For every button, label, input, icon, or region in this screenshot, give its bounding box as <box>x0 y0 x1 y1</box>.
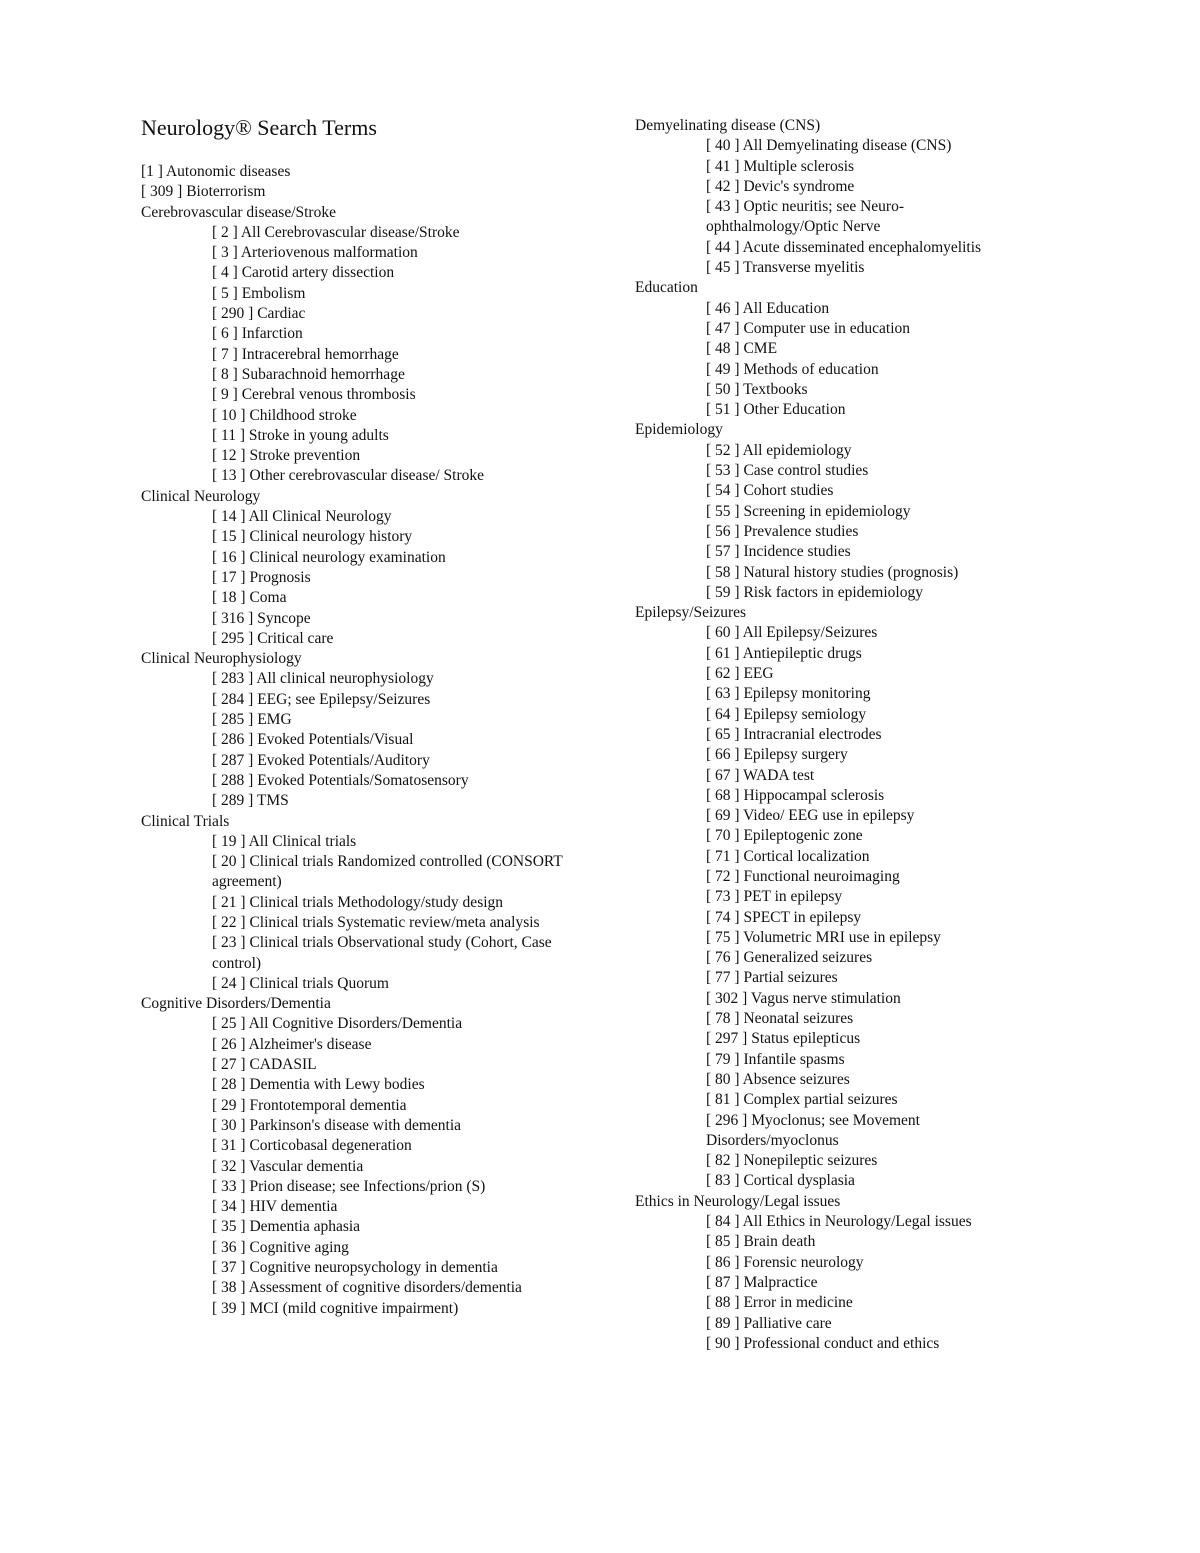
search-term-item: [ 10 ] Childhood stroke <box>212 406 357 424</box>
search-term-item: [ 66 ] Epilepsy surgery <box>706 746 848 764</box>
search-term-item: [ 30 ] Parkinson's disease with dementia <box>212 1116 462 1134</box>
search-term-item: [ 20 ] Clinical trials Randomized controlled (CONSORT agreement) <box>212 853 563 891</box>
search-term-item: [ 285 ] EMG <box>212 711 292 729</box>
search-term-item: [ 284 ] EEG; see Epilepsy/Seizures <box>212 690 431 708</box>
search-term-item: [ 297 ] Status epilepticus <box>706 1030 861 1048</box>
search-term-item: [ 76 ] Generalized seizures <box>706 949 873 967</box>
search-term-item: [ 70 ] Epileptogenic zone <box>706 827 863 845</box>
right-column <box>635 116 1065 1354</box>
search-term-item: [ 296 ] Myoclonus; see Movement Disorders/myoclonus <box>706 1111 920 1149</box>
search-term-item: [ 42 ] Devic's syndrome <box>706 177 855 195</box>
search-term-item: [1 ] Autonomic diseases <box>141 163 291 180</box>
search-term-item: [ 2 ] All Cerebrovascular disease/Stroke <box>212 223 460 241</box>
search-term-item: [ 19 ] All Clinical trials <box>212 832 357 850</box>
search-term-item: [ 69 ] Video/ EEG use in epilepsy <box>706 807 915 825</box>
search-term-item: [ 57 ] Incidence studies <box>706 543 851 561</box>
search-term-item: [ 45 ] Transverse myelitis <box>706 259 865 277</box>
search-term-item: [ 14 ] All Clinical Neurology <box>212 508 392 526</box>
search-term-item: [ 32 ] Vascular dementia <box>212 1157 364 1175</box>
search-term-item: [ 78 ] Neonatal seizures <box>706 1010 854 1028</box>
search-term-item: [ 288 ] Evoked Potentials/Somatosensory <box>212 771 469 789</box>
search-term-item: [ 59 ] Risk factors in epidemiology <box>706 583 923 601</box>
search-term-item: [ 295 ] Critical care <box>212 629 334 647</box>
search-term-item: [ 81 ] Complex partial seizures <box>706 1091 898 1109</box>
search-term-item: [ 40 ] All Demyelinating disease (CNS) <box>706 137 952 155</box>
search-term-item: [ 37 ] Cognitive neuropsychology in dementia <box>212 1259 498 1277</box>
search-term-item: [ 56 ] Prevalence studies <box>706 522 859 540</box>
search-term-item: [ 25 ] All Cognitive Disorders/Dementia <box>212 1015 463 1033</box>
search-term-item: [ 17 ] Prognosis <box>212 568 311 586</box>
search-term-item: [ 43 ] Optic neuritis; see Neuro-ophthalmology/Optic Nerve <box>706 198 904 236</box>
search-term-item: [ 52 ] All epidemiology <box>706 441 852 459</box>
search-term-item: [ 84 ] All Ethics in Neurology/Legal issues <box>706 1213 972 1231</box>
category-heading: Ethics in Neurology/Legal issues <box>635 1192 841 1210</box>
search-term-item: [ 83 ] Cortical dysplasia <box>706 1172 855 1190</box>
search-term-item: [ 12 ] Stroke prevention <box>212 447 361 465</box>
search-term-item: [ 31 ] Corticobasal degeneration <box>212 1137 412 1155</box>
search-term-item: [ 46 ] All Education <box>706 299 830 317</box>
search-term-item: [ 289 ] TMS <box>212 792 289 810</box>
search-term-item: [ 51 ] Other Education <box>706 401 846 419</box>
search-term-item: [ 67 ] WADA test <box>706 766 815 784</box>
category-heading: Demyelinating disease (CNS) <box>635 117 821 134</box>
search-term-item: [ 49 ] Methods of education <box>706 360 879 378</box>
search-term-item: [ 82 ] Nonepileptic seizures <box>706 1152 878 1170</box>
search-term-item: [ 23 ] Clinical trials Observational study (Cohort, Case control) <box>212 934 552 972</box>
search-term-item: [ 89 ] Palliative care <box>706 1314 832 1332</box>
category-heading: Cerebrovascular disease/Stroke <box>141 203 336 221</box>
search-term-item: [ 283 ] All clinical neurophysiology <box>212 670 434 688</box>
search-term-item: [ 33 ] Prion disease; see Infections/prion (S) <box>212 1177 486 1195</box>
search-term-item: [ 60 ] All Epilepsy/Seizures <box>706 624 878 642</box>
search-term-item: [ 79 ] Infantile spasms <box>706 1050 845 1068</box>
search-term-item: [ 44 ] Acute disseminated encephalomyelitis <box>706 238 982 256</box>
search-term-item: [ 309 ] Bioterrorism <box>141 183 266 201</box>
search-term-item: [ 3 ] Arteriovenous malformation <box>212 244 418 262</box>
search-term-item: [ 286 ] Evoked Potentials/Visual <box>212 731 414 749</box>
search-term-item: [ 16 ] Clinical neurology examination <box>212 548 446 566</box>
search-term-item: [ 22 ] Clinical trials Systematic review/meta analysis <box>212 913 540 931</box>
search-term-item: [ 28 ] Dementia with Lewy bodies <box>212 1076 425 1094</box>
search-term-item: [ 62 ] EEG <box>706 665 774 683</box>
search-term-item: [ 316 ] Syncope <box>212 609 311 627</box>
search-term-item: [ 77 ] Partial seizures <box>706 969 838 987</box>
search-term-item: [ 29 ] Frontotemporal dementia <box>212 1096 407 1114</box>
search-term-item: [ 73 ] PET in epilepsy <box>706 888 843 906</box>
search-term-item: [ 63 ] Epilepsy monitoring <box>706 685 871 703</box>
search-term-item: [ 71 ] Cortical localization <box>706 847 870 865</box>
category-heading: Epidemiology <box>635 421 723 439</box>
search-term-item: [ 58 ] Natural history studies (prognosis) <box>706 563 959 581</box>
search-term-item: [ 287 ] Evoked Potentials/Auditory <box>212 751 430 769</box>
search-term-item: [ 54 ] Cohort studies <box>706 482 834 500</box>
search-term-item: [ 50 ] Textbooks <box>706 380 808 398</box>
search-term-item: [ 24 ] Clinical trials Quorum <box>212 974 389 992</box>
search-term-item: [ 7 ] Intracerebral hemorrhage <box>212 345 399 363</box>
search-term-item: [ 13 ] Other cerebrovascular disease/ Stroke <box>212 467 484 485</box>
search-term-item: [ 75 ] Volumetric MRI use in epilepsy <box>706 928 941 946</box>
search-term-item: [ 5 ] Embolism <box>212 284 306 302</box>
search-term-item: [ 18 ] Coma <box>212 589 287 607</box>
search-term-item: [ 74 ] SPECT in epilepsy <box>706 908 862 926</box>
search-term-item: [ 87 ] Malpractice <box>706 1273 818 1291</box>
page-title: Neurology® Search Terms <box>141 115 377 140</box>
search-term-item: [ 48 ] CME <box>706 340 778 358</box>
left-column <box>141 162 561 1319</box>
search-term-item: [ 72 ] Functional neuroimaging <box>706 867 900 885</box>
category-heading: Clinical Neurophysiology <box>141 650 302 668</box>
search-term-item: [ 68 ] Hippocampal sclerosis <box>706 786 885 804</box>
search-term-item: [ 15 ] Clinical neurology history <box>212 528 413 546</box>
category-heading: Clinical Trials <box>141 812 230 830</box>
search-term-item: [ 38 ] Assessment of cognitive disorders/dementia <box>212 1279 522 1297</box>
search-term-item: [ 36 ] Cognitive aging <box>212 1238 349 1256</box>
search-term-item: [ 47 ] Computer use in education <box>706 319 911 337</box>
search-term-item: [ 34 ] HIV dementia <box>212 1198 338 1216</box>
search-term-item: [ 27 ] CADASIL <box>212 1056 317 1074</box>
category-heading: Clinical Neurology <box>141 487 261 505</box>
search-term-item: [ 9 ] Cerebral venous thrombosis <box>212 386 416 404</box>
search-term-item: [ 290 ] Cardiac <box>212 305 306 323</box>
search-term-item: [ 64 ] Epilepsy semiology <box>706 705 867 723</box>
search-term-item: [ 80 ] Absence seizures <box>706 1070 850 1088</box>
search-term-item: [ 86 ] Forensic neurology <box>706 1253 864 1271</box>
search-term-item: [ 4 ] Carotid artery dissection <box>212 264 395 282</box>
search-term-item: [ 26 ] Alzheimer's disease <box>212 1035 372 1053</box>
search-term-item: [ 55 ] Screening in epidemiology <box>706 502 911 520</box>
search-term-item: [ 21 ] Clinical trials Methodology/study design <box>212 893 504 911</box>
search-term-item: [ 90 ] Professional conduct and ethics <box>706 1334 940 1352</box>
search-term-item: [ 85 ] Brain death <box>706 1233 816 1251</box>
category-heading: Epilepsy/Seizures <box>635 604 747 622</box>
search-term-item: [ 302 ] Vagus nerve stimulation <box>706 989 901 1007</box>
search-term-item: [ 41 ] Multiple sclerosis <box>706 157 855 175</box>
category-heading: Education <box>635 279 698 297</box>
search-term-item: [ 11 ] Stroke in young adults <box>212 426 389 444</box>
search-term-item: [ 61 ] Antiepileptic drugs <box>706 644 862 662</box>
search-term-item: [ 35 ] Dementia aphasia <box>212 1218 361 1236</box>
category-heading: Cognitive Disorders/Dementia <box>141 995 331 1013</box>
search-term-item: [ 8 ] Subarachnoid hemorrhage <box>212 365 405 383</box>
search-term-item: [ 39 ] MCI (mild cognitive impairment) <box>212 1299 459 1317</box>
search-term-item: [ 53 ] Case control studies <box>706 462 869 480</box>
search-term-item: [ 6 ] Infarction <box>212 325 303 343</box>
search-term-item: [ 88 ] Error in medicine <box>706 1294 853 1312</box>
search-term-item: [ 65 ] Intracranial electrodes <box>706 725 882 743</box>
